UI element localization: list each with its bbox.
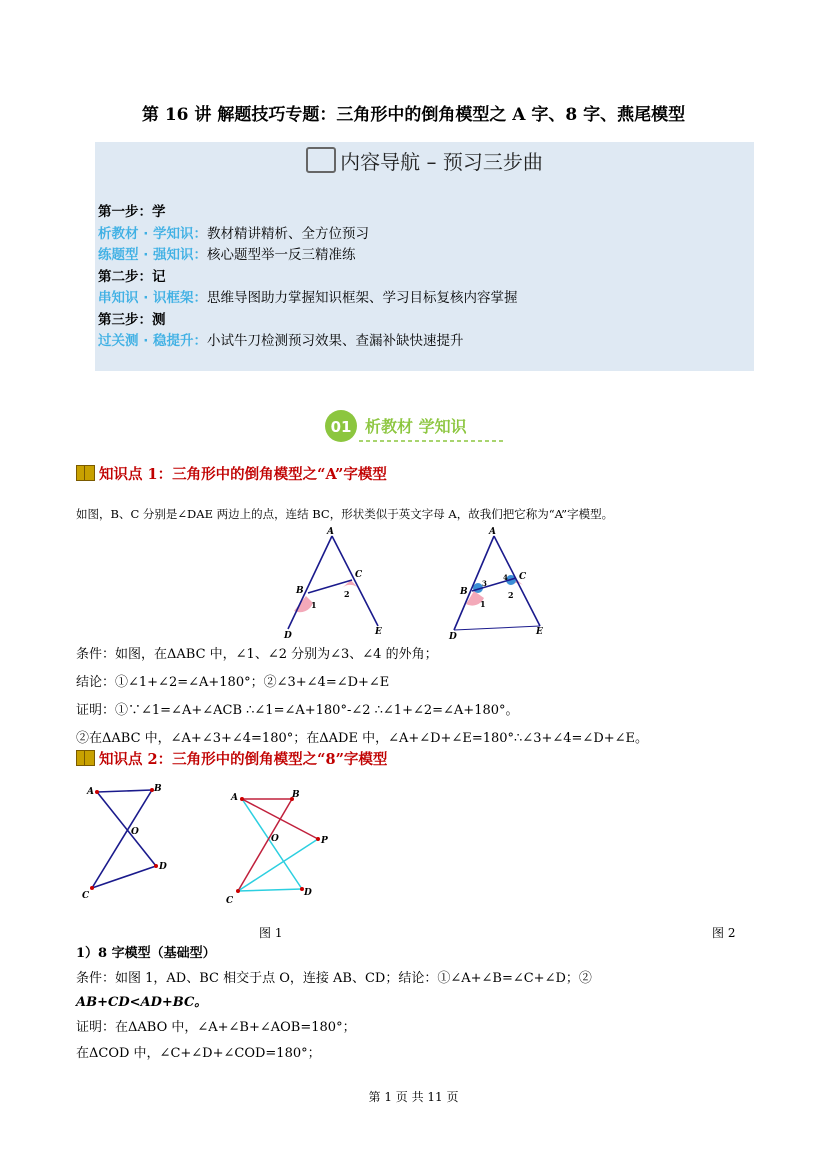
- eight2-label-c: C: [226, 896, 234, 905]
- eight-model-figure-1: [80, 780, 170, 900]
- kp2-sub1: 1）8 字模型（基础型）: [76, 946, 216, 961]
- eight2-label-d: D: [304, 888, 312, 898]
- fig2-angle-4: 4: [503, 573, 508, 582]
- figure-2-caption: 图 2: [712, 926, 736, 940]
- a-model-figure-2: [444, 524, 559, 640]
- note-book-icon: [76, 465, 95, 481]
- kp1-intro: 如图，B、C 分别是∠DAE 两边上的点，连结 BC，形状类似于英文字母 A，故我们把它称为“A”字模型。: [76, 507, 614, 521]
- kp1-heading: 知识点 1：三角形中的倒角模型之“A”字模型: [76, 463, 387, 484]
- nav-row-step1: 第一步：学: [98, 204, 166, 220]
- eight1-label-c: C: [82, 891, 90, 900]
- kp1-proof-1: 证明：①∵∠1=∠A+∠ACB ∴∠1=∠A+180°-∠2 ∴∠1+∠2=∠A+180°。: [76, 703, 519, 718]
- eight2-label-b: B: [292, 790, 300, 800]
- kp2-conclusion-2: AB+CD<AD+BC。: [76, 995, 208, 1010]
- nav-row-step3: 第三步：测: [98, 312, 166, 328]
- eight1-label-b: B: [154, 784, 162, 794]
- nav-row-framework: 串知识 · 识框架：思维导图助力掌握知识框架、学习目标复核内容掌握: [98, 290, 518, 306]
- a-model-figure-1: [278, 524, 388, 640]
- kp1-condition: 条件：如图，在ΔABC 中，∠1、∠2 分别为∠3、∠4 的外角；: [76, 647, 438, 662]
- fig2-label-b: B: [460, 587, 468, 597]
- fig1-angle-2: 2: [344, 589, 350, 599]
- fig2-label-a: A: [489, 527, 496, 537]
- eight1-label-a: A: [87, 787, 94, 797]
- eight2-label-p: P: [321, 836, 328, 846]
- section-num: 01: [330, 418, 352, 436]
- kp2-proof-1: 证明：在ΔABO 中，∠A+∠B+∠AOB=180°；: [76, 1020, 356, 1035]
- book-icon: [306, 147, 336, 173]
- fig2-label-c: C: [519, 572, 527, 582]
- fig2-label-d: D: [449, 632, 457, 640]
- nav-row-step2: 第二步：记: [98, 269, 166, 285]
- kp2-proof-2: 在ΔCOD 中，∠C+∠D+∠COD=180°；: [76, 1046, 321, 1061]
- page-title: 第 16 讲 解题技巧专题：三角形中的倒角模型之 A 字、8 字、燕尾模型: [141, 105, 686, 125]
- section-label: 析教材 学知识: [365, 417, 467, 436]
- fig1-label-e: E: [375, 627, 382, 637]
- eight-model-figure-2: [222, 785, 337, 905]
- fig2-angle-3: 3: [482, 579, 487, 588]
- eight2-label-o: O: [271, 834, 279, 844]
- kp1-proof-2: ②在ΔABC 中，∠A+∠3+∠4=180°；在ΔADE 中，∠A+∠D+∠E=180°∴∠3+∠4=∠D+∠E。: [76, 731, 649, 746]
- kp2-heading: 知识点 2：三角形中的倒角模型之“8”字模型: [76, 748, 387, 769]
- eight2-label-a: A: [231, 793, 238, 803]
- kp1-conclusion: 结论：①∠1+∠2=∠A+180°；②∠3+∠4=∠D+∠E: [76, 675, 390, 690]
- fig2-angle-1: 1: [480, 599, 486, 609]
- fig1-label-a: A: [327, 527, 334, 537]
- figure-1-caption: 图 1: [259, 926, 283, 940]
- eight1-label-o: O: [131, 827, 139, 837]
- fig1-label-b: B: [296, 586, 304, 596]
- page-footer: 第 1 页 共 11 页: [368, 1090, 459, 1104]
- nav-row-test: 过关测 · 稳提升：小试牛刀检测预习效果、查漏补缺快速提升: [98, 333, 464, 349]
- fig1-angle-1: 1: [311, 600, 317, 610]
- kp2-condition: 条件：如图 1，AD、BC 相交于点 O，连接 AB、CD；结论：①∠A+∠B=∠C+∠D；②: [76, 971, 592, 986]
- section-badge: [323, 408, 505, 444]
- fig1-label-c: C: [355, 570, 363, 580]
- fig1-label-d: D: [284, 631, 292, 640]
- nav-row-study: 析教材 · 学知识：教材精讲精析、全方位预习: [98, 226, 370, 242]
- nav-heading: 内容导航 – 预习三步曲: [95, 146, 754, 175]
- note-book-icon-2: [76, 750, 95, 766]
- fig2-angle-2: 2: [508, 590, 514, 600]
- nav-row-practice: 练题型 · 强知识：核心题型举一反三精准练: [98, 247, 356, 263]
- content-nav-box: [95, 142, 754, 371]
- eight1-label-d: D: [159, 862, 167, 872]
- fig2-label-e: E: [536, 627, 543, 637]
